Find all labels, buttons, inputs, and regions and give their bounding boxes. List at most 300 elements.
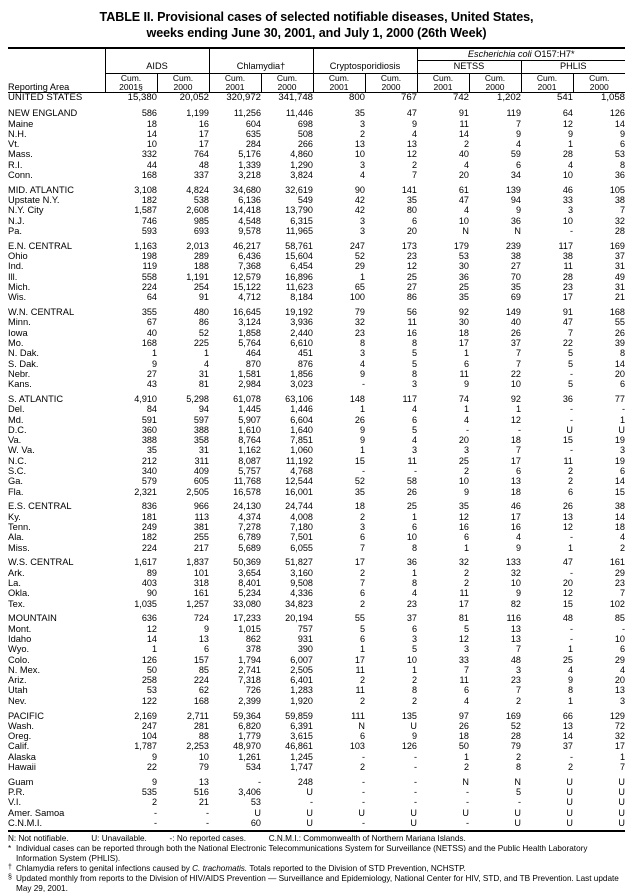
value-cell: 30 xyxy=(458,317,469,328)
value-cell: 8 xyxy=(359,337,365,348)
value-cell: 1 xyxy=(463,751,469,762)
value-cell: 8 xyxy=(411,368,417,379)
value-cell: 148 xyxy=(349,393,365,404)
value-cell: 2,608 xyxy=(186,205,209,216)
value-cell: 23 xyxy=(614,577,625,588)
value-cell: - xyxy=(257,776,261,787)
value-cell: 7 xyxy=(463,664,469,675)
value-cell: 12 xyxy=(458,633,469,644)
value-cell: 451 xyxy=(297,348,313,359)
reporting-area-cell: MOUNTAIN xyxy=(8,613,57,624)
value-cell: - xyxy=(361,379,365,390)
reporting-area-cell: P.R. xyxy=(8,787,25,798)
value-cell: 9 xyxy=(359,435,365,446)
value-cell: 126 xyxy=(401,741,417,752)
value-cell: 224 xyxy=(141,542,157,553)
value-cell: 746 xyxy=(141,215,157,226)
table-row xyxy=(8,435,625,445)
value-cell: 28 xyxy=(562,149,573,160)
value-cell: 5 xyxy=(411,644,417,655)
value-cell: 8 xyxy=(567,685,573,696)
header-blank-crypto xyxy=(313,48,417,61)
value-cell: 20 xyxy=(406,225,417,236)
value-cell: 44 xyxy=(146,159,157,170)
value-cell: 11 xyxy=(459,588,469,599)
value-cell: 111 xyxy=(351,710,365,721)
value-cell: - xyxy=(413,797,417,808)
table-row xyxy=(8,762,625,772)
value-cell: 16,001 xyxy=(285,486,313,497)
value-cell: 35 xyxy=(354,108,365,119)
value-cell: 378 xyxy=(245,644,261,655)
value-cell: 4 xyxy=(567,664,573,675)
value-cell: 15,380 xyxy=(127,92,157,104)
value-cell: 126 xyxy=(141,654,157,665)
value-cell: 66 xyxy=(562,710,573,721)
value-cell: 10 xyxy=(458,476,469,487)
value-cell: 16 xyxy=(198,118,209,129)
value-cell: 141 xyxy=(401,184,417,195)
value-cell: 1 xyxy=(411,511,417,522)
footnote-text-dagger xyxy=(16,864,625,874)
value-cell: 17,233 xyxy=(233,613,261,624)
value-cell: 693 xyxy=(193,225,209,236)
value-cell: 3,108 xyxy=(134,184,157,195)
value-cell: 6,789 xyxy=(238,532,261,543)
value-cell: 7 xyxy=(515,445,521,456)
value-cell: 33 xyxy=(458,654,469,665)
value-cell: 91 xyxy=(458,108,469,119)
value-cell: 53 xyxy=(250,797,261,808)
reporting-area-cell: C.N.M.I. xyxy=(8,818,43,828)
value-cell: 4 xyxy=(567,159,573,170)
notifiable-diseases-table xyxy=(8,47,625,828)
value-cell: 2,013 xyxy=(186,240,209,251)
value-cell: - xyxy=(413,466,417,476)
value-cell: 20 xyxy=(458,169,469,180)
value-cell: 11 xyxy=(355,685,365,696)
value-cell: 7 xyxy=(411,169,417,180)
value-cell: U xyxy=(462,807,469,818)
reporting-area-cell: Alaska xyxy=(8,751,36,762)
value-cell: 7 xyxy=(567,327,573,338)
table-row xyxy=(8,752,625,762)
value-cell: 403 xyxy=(141,577,157,588)
value-cell: 15 xyxy=(562,435,573,446)
table-row xyxy=(8,425,625,435)
value-cell: 22 xyxy=(146,762,157,773)
value-cell: 18 xyxy=(146,118,157,129)
value-cell: 4 xyxy=(203,358,209,369)
value-cell: 104 xyxy=(141,731,157,742)
value-cell: 67 xyxy=(146,317,157,328)
value-cell: 1,446 xyxy=(290,404,313,415)
table-row xyxy=(8,359,625,369)
value-cell: 113 xyxy=(194,511,209,522)
reporting-area-cell: Miss. xyxy=(8,542,30,553)
value-cell: 16,578 xyxy=(233,486,261,497)
value-cell: 43 xyxy=(146,379,157,390)
value-cell: 53 xyxy=(614,149,625,160)
table-row xyxy=(8,282,625,292)
value-cell: 92 xyxy=(458,307,469,318)
value-cell: 5,234 xyxy=(238,588,261,599)
value-cell: 169 xyxy=(609,240,625,251)
value-cell: 23 xyxy=(406,251,417,262)
title-line-1: TABLE II. Provisional cases of selected notifiable diseases, United States, xyxy=(99,10,534,24)
value-cell: 6,007 xyxy=(290,654,313,665)
value-cell: 1,856 xyxy=(290,368,313,379)
value-cell: 635 xyxy=(245,128,261,139)
value-cell: 2 xyxy=(567,476,573,487)
footnote-dagger-pre: Chlamydia refers to genital infections caused by xyxy=(16,864,193,874)
header-group-aids: AIDS xyxy=(105,61,209,73)
value-cell: 26 xyxy=(614,327,625,338)
value-cell: 1 xyxy=(567,542,573,553)
value-cell: 40 xyxy=(146,327,157,338)
value-cell: 19,192 xyxy=(285,307,313,318)
value-cell: 2 xyxy=(359,598,365,609)
value-cell: 6 xyxy=(463,358,469,369)
value-cell: U xyxy=(618,776,625,787)
value-cell: 17 xyxy=(562,292,573,303)
value-cell: 1,283 xyxy=(290,685,313,696)
value-cell: 50 xyxy=(146,664,157,675)
value-cell: 390 xyxy=(297,644,313,655)
value-cell: 23 xyxy=(354,327,365,338)
value-cell: 10 xyxy=(198,751,209,762)
value-cell: 266 xyxy=(297,139,313,150)
value-cell: 53 xyxy=(146,685,157,696)
table-row xyxy=(8,226,625,236)
reporting-area-cell: Maine xyxy=(8,118,34,129)
value-cell: 12,579 xyxy=(233,271,261,282)
value-cell: 281 xyxy=(193,720,209,731)
value-cell: 9 xyxy=(515,588,521,599)
value-cell: 20 xyxy=(562,577,573,588)
reporting-area-cell: Utah xyxy=(8,685,28,696)
value-cell: 32 xyxy=(614,215,625,226)
reporting-area-cell: W. Va. xyxy=(8,445,35,456)
value-cell: 9,578 xyxy=(238,225,261,236)
value-cell: 48 xyxy=(198,159,209,170)
value-cell: 84 xyxy=(146,404,157,415)
table-row xyxy=(8,557,625,567)
value-cell: 3 xyxy=(359,159,365,170)
table-row xyxy=(8,808,625,818)
value-cell: 8 xyxy=(411,542,417,553)
value-cell: 767 xyxy=(400,92,417,104)
value-cell: 6 xyxy=(515,466,521,476)
reporting-area-cell: Tex. xyxy=(8,598,26,609)
reporting-area-cell: N.C. xyxy=(8,455,27,466)
value-cell: 47 xyxy=(562,557,573,568)
value-cell: 47 xyxy=(562,317,573,328)
value-cell: 7,501 xyxy=(290,532,313,543)
value-cell: 1,202 xyxy=(496,92,521,104)
value-cell: 79 xyxy=(198,762,209,773)
value-cell: - xyxy=(517,797,521,808)
footnote-text-section: Updated monthly from reports to the Division of HIV/AIDS Prevention — Surveillance and Epidemiology, National Center for HIV, STD, and TB Prevention. Last update May 29, 2001. xyxy=(16,874,619,893)
value-cell: 59,364 xyxy=(233,710,261,721)
value-cell: 4 xyxy=(515,532,521,543)
reporting-area-cell: N.J. xyxy=(8,215,25,226)
table-row xyxy=(8,665,625,675)
value-cell: 6,315 xyxy=(290,215,313,226)
value-cell: 77 xyxy=(614,393,625,404)
value-cell: 13 xyxy=(510,476,521,487)
reporting-area-cell: Md. xyxy=(8,414,24,425)
value-cell: 1,162 xyxy=(238,445,261,456)
value-cell: 247 xyxy=(349,240,365,251)
value-cell: 508 xyxy=(297,128,313,139)
value-cell: 18 xyxy=(458,731,469,742)
value-cell: 249 xyxy=(141,521,157,532)
value-cell: 8 xyxy=(411,577,417,588)
value-cell: U xyxy=(618,797,625,808)
value-cell: 10 xyxy=(510,379,521,390)
value-cell: 24,130 xyxy=(233,501,261,512)
value-cell: 35 xyxy=(406,195,417,206)
value-cell: 79 xyxy=(510,741,521,752)
value-cell: 1,339 xyxy=(238,159,261,170)
table-row xyxy=(8,741,625,751)
header-group-phlis: PHLIS xyxy=(521,61,625,73)
value-cell: 90 xyxy=(146,588,157,599)
value-cell: 81 xyxy=(458,613,469,624)
value-cell: 39 xyxy=(614,337,625,348)
value-cell: 82 xyxy=(510,598,521,609)
value-cell: 91 xyxy=(198,292,209,303)
value-cell: 4 xyxy=(619,664,625,675)
value-cell: - xyxy=(621,623,625,634)
value-cell: 23 xyxy=(406,598,417,609)
table-row xyxy=(8,568,625,578)
value-cell: 10 xyxy=(458,215,469,226)
table-row xyxy=(8,685,625,695)
value-cell: 6 xyxy=(619,379,625,390)
value-cell: 2 xyxy=(463,139,469,150)
value-cell: 51,827 xyxy=(285,557,313,568)
value-cell: 12 xyxy=(458,511,469,522)
value-cell: 20,194 xyxy=(285,613,313,624)
value-cell: 24,744 xyxy=(285,501,313,512)
reporting-area-cell: Conn. xyxy=(8,169,33,180)
header-phlis-2000: Cum. 2000 xyxy=(573,73,625,93)
value-cell: - xyxy=(361,797,365,808)
value-cell: N xyxy=(514,225,521,236)
value-cell: 332 xyxy=(141,149,157,160)
value-cell: 65 xyxy=(354,281,365,292)
value-cell: 8,184 xyxy=(290,292,313,303)
reporting-area-cell: Iowa xyxy=(8,327,28,338)
table-row xyxy=(8,149,625,159)
value-cell: 6 xyxy=(411,215,417,226)
reporting-area-cell: Hawaii xyxy=(8,762,36,773)
value-cell: 1,787 xyxy=(134,741,157,752)
value-cell: 3,936 xyxy=(290,317,313,328)
header-phlis-2001: Cum. 2001 xyxy=(521,73,573,93)
footnote-mark-dagger: † xyxy=(8,864,12,872)
value-cell: 28 xyxy=(510,731,521,742)
value-cell: 836 xyxy=(141,501,157,512)
value-cell: 9 xyxy=(411,731,417,742)
value-cell: - xyxy=(153,818,157,828)
footnote-text-asterisk: Individual cases can be reported through both the National Electronic Telecommunications System for Surveillance (NETSS) and the Public Health Laboratory Information System (PHLIS). xyxy=(16,844,588,863)
value-cell: 2,321 xyxy=(134,486,157,497)
value-cell: 1,920 xyxy=(290,695,313,706)
table-row xyxy=(8,195,625,205)
value-cell: 25 xyxy=(562,654,573,665)
reporting-area-cell: Minn. xyxy=(8,317,31,328)
value-cell: 31 xyxy=(614,261,625,272)
value-cell: 22 xyxy=(562,337,573,348)
reporting-area-cell: D.C. xyxy=(8,424,27,435)
value-cell: 20 xyxy=(614,368,625,379)
value-cell: 558 xyxy=(141,271,157,282)
value-cell: 12 xyxy=(406,261,417,272)
value-cell: 29 xyxy=(354,261,365,272)
value-cell: 9 xyxy=(515,128,521,139)
value-cell: 14 xyxy=(146,128,157,139)
value-cell: 4,008 xyxy=(290,511,313,522)
value-cell: 13 xyxy=(198,776,209,787)
value-cell: 122 xyxy=(141,695,157,706)
value-cell: 46 xyxy=(510,501,521,512)
reporting-area-cell: PACIFIC xyxy=(8,710,44,721)
value-cell: U xyxy=(566,787,573,798)
value-cell: 2,505 xyxy=(186,486,209,497)
value-cell: 38 xyxy=(510,251,521,262)
value-cell: 870 xyxy=(245,358,261,369)
value-cell: 198 xyxy=(141,251,157,262)
value-cell: 7,278 xyxy=(238,521,261,532)
value-cell: 1 xyxy=(359,404,365,415)
value-cell: 2 xyxy=(359,762,365,773)
value-cell: 8,764 xyxy=(238,435,261,446)
header-group-cryptosporidiosis: Cryptosporidiosis xyxy=(313,61,417,73)
header-group-netss: NETSS xyxy=(417,61,521,73)
value-cell: 10 xyxy=(354,149,365,160)
value-cell: 597 xyxy=(193,414,209,425)
value-cell: 9 xyxy=(567,128,573,139)
value-cell: 7,180 xyxy=(290,521,313,532)
value-cell: 11 xyxy=(459,118,469,129)
value-cell: 27 xyxy=(146,368,157,379)
table-header xyxy=(8,48,625,93)
value-cell: 38 xyxy=(614,195,625,206)
value-cell: 3 xyxy=(619,445,625,456)
value-cell: 9 xyxy=(411,118,417,129)
value-cell: 35 xyxy=(510,281,521,292)
value-cell: 35 xyxy=(146,445,157,456)
reporting-area-cell: Tenn. xyxy=(8,521,31,532)
value-cell: - xyxy=(413,787,417,798)
value-cell: 11,446 xyxy=(285,108,313,119)
value-cell: 168 xyxy=(141,169,157,180)
value-cell: 26 xyxy=(354,414,365,425)
reporting-area-cell: W.S. CENTRAL xyxy=(8,557,74,568)
table-row xyxy=(8,348,625,358)
value-cell: 81 xyxy=(198,379,209,390)
value-cell: 168 xyxy=(609,307,625,318)
value-cell: 11 xyxy=(563,455,573,466)
value-cell: 11,768 xyxy=(233,476,261,487)
value-cell: - xyxy=(569,567,573,578)
value-cell: 30 xyxy=(458,261,469,272)
value-cell: 14 xyxy=(614,476,625,487)
value-cell: 17 xyxy=(614,741,625,752)
value-cell: U xyxy=(410,807,417,818)
reporting-area-cell: Ky. xyxy=(8,511,21,522)
value-cell: 9 xyxy=(359,368,365,379)
value-cell: 161 xyxy=(193,588,209,599)
value-cell: 32 xyxy=(510,567,521,578)
value-cell: 26 xyxy=(562,501,573,512)
value-cell: 135 xyxy=(401,710,417,721)
table-row xyxy=(8,272,625,282)
value-cell: 103 xyxy=(349,741,365,752)
value-cell: 2 xyxy=(515,751,521,762)
value-cell: 12 xyxy=(562,118,573,129)
value-cell: 22 xyxy=(510,368,521,379)
value-cell: 69 xyxy=(510,292,521,303)
value-cell: 4,910 xyxy=(134,393,157,404)
value-cell: 117 xyxy=(558,240,573,251)
value-cell: 18 xyxy=(354,501,365,512)
value-cell: 60 xyxy=(250,818,261,828)
value-cell: 4 xyxy=(515,139,521,150)
value-cell: - xyxy=(361,818,365,828)
value-cell: 355 xyxy=(141,307,157,318)
value-cell: 1,058 xyxy=(600,92,625,104)
value-cell: 2 xyxy=(411,675,417,686)
value-cell: 13 xyxy=(406,139,417,150)
value-cell: 1,587 xyxy=(134,205,157,216)
value-cell: 33,080 xyxy=(233,598,261,609)
value-cell: 47 xyxy=(406,108,417,119)
value-cell: 5 xyxy=(567,348,573,359)
value-cell: 1 xyxy=(619,414,625,425)
value-cell: 49 xyxy=(614,271,625,282)
reporting-area-cell: S. Dak. xyxy=(8,358,39,369)
value-cell: 56 xyxy=(406,307,417,318)
value-cell: 46,217 xyxy=(233,240,261,251)
footnotes xyxy=(8,830,625,893)
reporting-area-cell: Mont. xyxy=(8,623,32,634)
value-cell: 13 xyxy=(198,633,209,644)
value-cell: 360 xyxy=(141,424,157,435)
value-cell: 8 xyxy=(515,762,521,773)
table-row xyxy=(8,655,625,665)
value-cell: 86 xyxy=(198,317,209,328)
value-cell: N xyxy=(514,776,521,787)
value-cell: - xyxy=(517,424,521,435)
value-cell: 10 xyxy=(614,633,625,644)
reporting-area-cell: Nev. xyxy=(8,695,27,706)
value-cell: 4,860 xyxy=(290,149,313,160)
value-cell: 3,654 xyxy=(238,567,261,578)
value-cell: 6,454 xyxy=(290,261,313,272)
value-cell: 34 xyxy=(510,169,521,180)
value-cell: 3 xyxy=(411,379,417,390)
value-cell: 284 xyxy=(245,139,261,150)
value-cell: 173 xyxy=(401,240,417,251)
value-cell: 931 xyxy=(297,633,313,644)
value-cell: 1,779 xyxy=(238,731,261,742)
table-row xyxy=(8,241,625,251)
value-cell: 58,761 xyxy=(285,240,313,251)
